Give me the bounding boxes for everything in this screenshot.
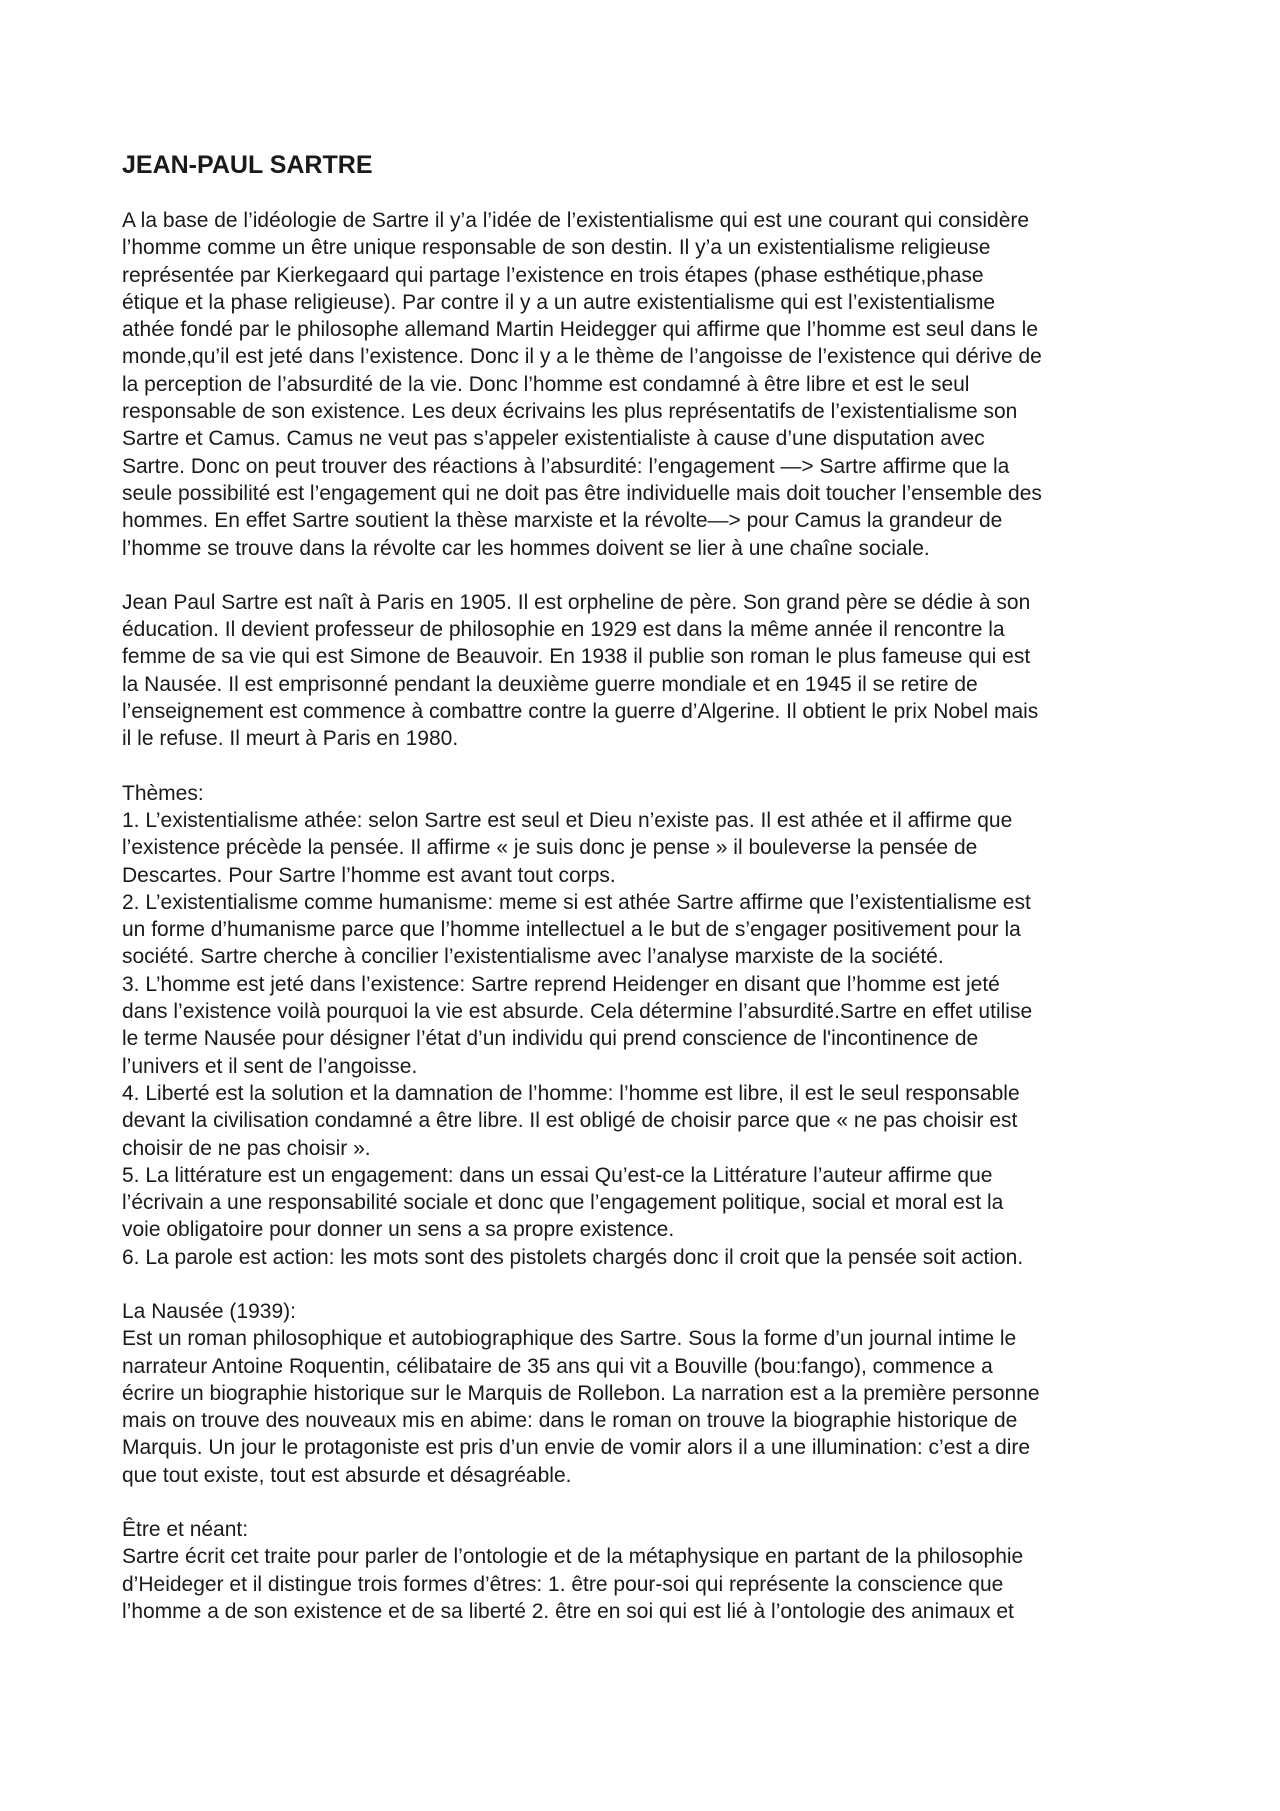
- text-line: Sartre écrit cet traite pour parler de l’ontologie et de la métaphysique en partant de la philosophie: [122, 1545, 1024, 1569]
- text-line: l’enseignement est commence à combattre contre la guerre d’Algerine. Il obtient le prix Nobel mais: [122, 700, 1039, 724]
- text-line: un forme d’humanisme parce que l’homme intellectuel a le but de s’engager positivement pour la: [122, 918, 1021, 942]
- text-line: voie obligatoire pour donner un sens a sa propre existence.: [122, 1218, 675, 1242]
- section-heading: La Nausée (1939):: [122, 1299, 296, 1323]
- paragraph-la-nausee: [122, 1298, 1172, 1489]
- text-line: Descartes. Pour Sartre l’homme est avant tout corps.: [122, 863, 616, 887]
- text-line: Marquis. Un jour le protagoniste est pris d’un envie de vomir alors il a une illumination: c’est a dire: [122, 1436, 1031, 1460]
- text-line: Sartre et Camus. Camus ne veut pas s’appeler existentialiste à cause d’une disputation avec: [122, 427, 985, 451]
- text-line: le terme Nausée pour désigner l’état d’un individu qui prend conscience de l'incontinence de: [122, 1027, 979, 1051]
- text-line: la Nausée. Il est emprisonné pendant la deuxième guerre mondiale et en 1945 il se retire de: [122, 672, 978, 696]
- text-line: Sartre. Donc on peut trouver des réactions à l’absurdité: l’engagement —> Sartre affirme que la: [122, 454, 1010, 478]
- text-line: seule possibilité est l’engagement qui ne doit pas être individuelle mais doit toucher l’ensemble des: [122, 481, 1042, 505]
- section-heading: Être et néant:: [122, 1518, 249, 1542]
- text-line: l’écrivain a une responsabilité sociale et donc que l’engagement politique, social et moral est la: [122, 1191, 1004, 1215]
- text-line: la perception de l’absurdité de la vie. Donc l’homme est condamné à être libre et est le seul: [122, 372, 970, 396]
- text-line: d’Heideger et il distingue trois formes d’êtres: 1. être pour-soi qui représente la conscience que: [122, 1572, 1004, 1596]
- text-line: l’homme a de son existence et de sa liberté 2. être en soi qui est lié à l’ontologie des animaux et: [122, 1599, 1014, 1623]
- text-line: 2. L’existentialisme comme humanisme: meme si est athée Sartre affirme que l’existentialisme est: [122, 890, 1031, 914]
- document-page: [122, 150, 1172, 1652]
- text-line: étique et la phase religieuse). Par contre il y a un autre existentialisme qui est l’existentialisme: [122, 290, 996, 314]
- text-line: que tout existe, tout est absurde et désagréable.: [122, 1463, 572, 1487]
- text-line: dans l’existence voilà pourquoi la vie est absurde. Cela détermine l’absurdité.Sartre en effet utilise: [122, 1000, 1033, 1024]
- section-heading: Thèmes:: [122, 781, 204, 805]
- text-line: narrateur Antoine Roquentin, célibataire de 35 ans qui vit a Bouville (bou:fango), commence a: [122, 1354, 993, 1378]
- text-line: l’existence précède la pensée. Il affirme « je suis donc je pense » il bouleverse la pensée de: [122, 836, 978, 860]
- text-line: devant la civilisation condamné a être libre. Il est obligé de choisir parce que « ne pas choisir est: [122, 1109, 1018, 1133]
- text-line: écrire un biographie historique sur le Marquis de Rollebon. La narration est a la première personne: [122, 1381, 1040, 1405]
- text-line: 5. La littérature est un engagement: dans un essai Qu’est-ce la Littérature l’auteur affirme que: [122, 1163, 993, 1187]
- text-line: l’univers et il sent de l’angoisse.: [122, 1054, 418, 1078]
- text-line: 3. L’homme est jeté dans l’existence: Sartre reprend Heidenger en disant que l’homme est jeté: [122, 972, 1000, 996]
- document-title: JEAN-PAUL SARTRE: [122, 151, 373, 179]
- text-line: éducation. Il devient professeur de philosophie en 1929 est dans la même année il rencontre la: [122, 618, 1005, 642]
- paragraph-existentialism-intro: [122, 207, 1172, 562]
- text-line: choisir de ne pas choisir ».: [122, 1136, 371, 1160]
- text-line: femme de sa vie qui est Simone de Beauvoir. En 1938 il publie son roman le plus fameuse qui est: [122, 645, 1031, 669]
- text-line: responsable de son existence. Les deux écrivains les plus représentatifs de l’existentialisme son: [122, 400, 1018, 424]
- text-line: l’homme se trouve dans la révolte car les hommes doivent se lier à une chaîne sociale.: [122, 536, 930, 560]
- text-line: 4. Liberté est la solution et la damnation de l’homme: l’homme est libre, il est le seul responsable: [122, 1081, 1020, 1105]
- text-line: mais on trouve des nouveaux mis en abime: dans le roman on trouve la biographie historique de: [122, 1409, 1018, 1433]
- text-line: A la base de l’idéologie de Sartre il y’a l’idée de l’existentialisme qui est une courant qui considère: [122, 209, 1030, 232]
- text-line: représentée par Kierkegaard qui partage l’existence en trois étapes (phase esthétique,phase: [122, 263, 984, 287]
- text-line: Est un roman philosophique et autobiographique des Sartre. Sous la forme d’un journal intime le: [122, 1327, 1017, 1351]
- paragraph-etre-et-neant: [122, 1516, 1172, 1625]
- text-line: société. Sartre cherche à concilier l’existentialisme avec l’analyse marxiste de la société.: [122, 945, 944, 969]
- text-line: l’homme comme un être unique responsable de son destin. Il y’a un existentialisme religieuse: [122, 236, 991, 260]
- text-line: 1. L’existentialisme athée: selon Sartre est seul et Dieu n’existe pas. Il est athée et il affirme que: [122, 808, 1013, 832]
- text-line: monde,qu’il est jeté dans l’existence. Donc il y a le thème de l’angoisse de l’existence qui dérive de: [122, 345, 1042, 369]
- text-line: hommes. En effet Sartre soutient la thèse marxiste et la révolte—> pour Camus la grandeur de: [122, 509, 1003, 533]
- text-line: il le refuse. Il meurt à Paris en 1980.: [122, 727, 459, 751]
- paragraph-biography: [122, 589, 1172, 753]
- text-line: Jean Paul Sartre est naît à Paris en 1905. Il est orpheline de père. Son grand père se dédie à son: [122, 590, 1031, 614]
- paragraph-themes: [122, 780, 1172, 1271]
- text-line: 6. La parole est action: les mots sont des pistolets chargés donc il croit que la pensée soit action.: [122, 1245, 1024, 1269]
- text-line: athée fondé par le philosophe allemand Martin Heidegger qui affirme que l’homme est seul dans le: [122, 318, 1039, 342]
